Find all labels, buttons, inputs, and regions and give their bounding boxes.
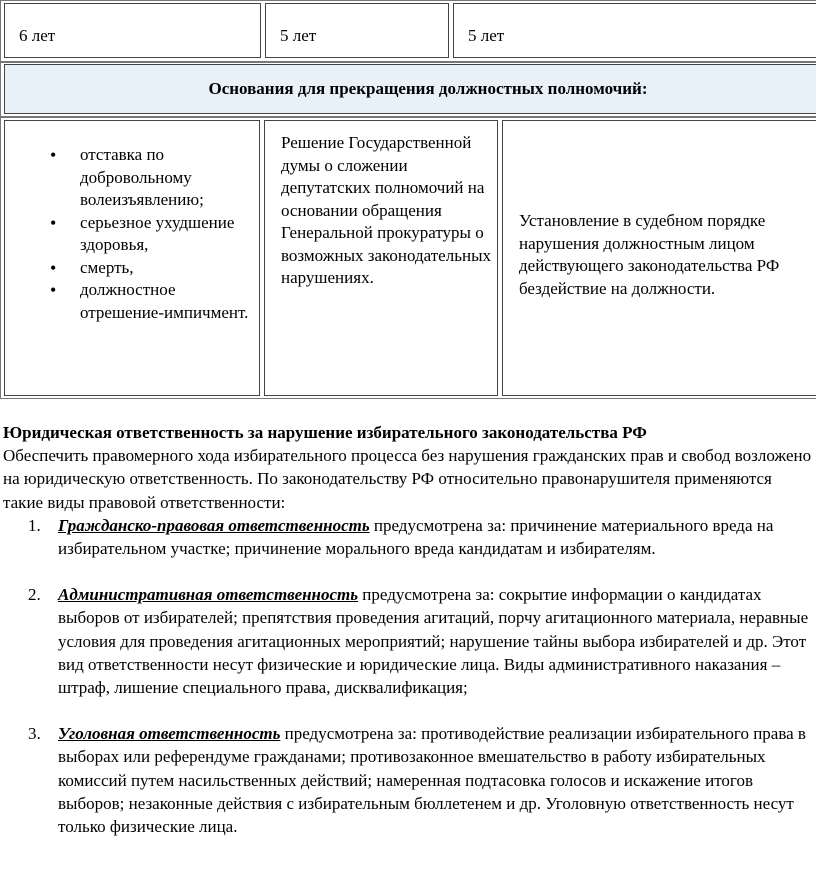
- years-cell-1-text: 6 лет: [19, 26, 56, 45]
- list-item: • смерть,: [50, 257, 259, 280]
- grounds-cell-1: [4, 120, 260, 396]
- years-cell-2: [265, 3, 449, 58]
- list-item-text: предусмотрена за: противодействие реализации избирательного права в выборах или референдуме гражданами; противозаконное вмешательство в работу избирательных комиссий путем насильственных действий; намеренная подтасовка голосов и искажение итогов выборов; незаконные действия с избирательным бюллетенем и др. Уголовную ответственность несут только физические лица.: [58, 724, 806, 837]
- table-header-text: Основания для прекращения должностных полномочий:: [208, 79, 648, 98]
- list-item-number: 3.: [28, 724, 41, 744]
- list-item: [3, 722, 816, 838]
- section-heading: Юридическая ответственность за нарушение избирательного законодательства РФ: [3, 423, 647, 442]
- list-item: • должностное отрешение-импичмент.: [50, 279, 259, 324]
- list-item: [3, 583, 816, 699]
- years-cell-1: [4, 3, 261, 58]
- list-item-number: 2.: [28, 585, 41, 605]
- years-cell-3: [453, 3, 816, 58]
- grounds-list: [50, 144, 259, 324]
- grounds-cell-2-text: Решение Государственной думы о сложении депутатских полномочий на основании обращения Генеральной прокуратуры о возможных законодательных нарушениях.: [281, 133, 491, 287]
- liability-section: [3, 421, 816, 838]
- list-item: [3, 514, 816, 560]
- list-item: • серьезное ухудшение здоровья,: [50, 212, 259, 257]
- liability-list: [3, 514, 816, 838]
- list-item-text: предусмотрена за: сокрытие информации о кандидатах выборов от избирателей; препятствия проведения агитаций, порчу агитационного материала, неравные условия для проведения агитационных мероприятий; нарушение тайны выбора избирателей и др. Этот вид ответственности несут физические и юридические лица. Виды административного наказания – штраф, лишение специального права, дисквалификация;: [58, 585, 809, 698]
- years-cell-3-text: 5 лет: [468, 26, 505, 45]
- list-item-term: Административная ответственность: [58, 585, 359, 605]
- grounds-cell-2: [264, 120, 498, 396]
- section-intro: Обеспечить правомерного хода избирательного процесса без нарушения гражданских прав и свобод возложено на юридическую ответственность. По законодательству РФ относительно правонарушителя применяются такие виды правовой ответственности:: [3, 446, 812, 512]
- list-item-term: Уголовная ответственность: [58, 724, 281, 744]
- grounds-cell-3: [502, 120, 816, 396]
- list-item-term: Гражданско-правовая ответственность: [58, 515, 370, 535]
- list-item: • отставка по добровольному волеизъявлению;: [50, 144, 259, 212]
- years-cell-2-text: 5 лет: [280, 26, 317, 45]
- list-item-number: 1.: [28, 515, 41, 535]
- grounds-cell-3-text: Установление в судебном порядке нарушения должностным лицом действующего законодательства РФ бездействие на должности.: [519, 211, 780, 298]
- table-header: [4, 64, 816, 114]
- list-item-text: предусмотрена за: причинение материального вреда на избирательном участке; причинение морального вреда кандидатам и избирателям.: [58, 515, 774, 559]
